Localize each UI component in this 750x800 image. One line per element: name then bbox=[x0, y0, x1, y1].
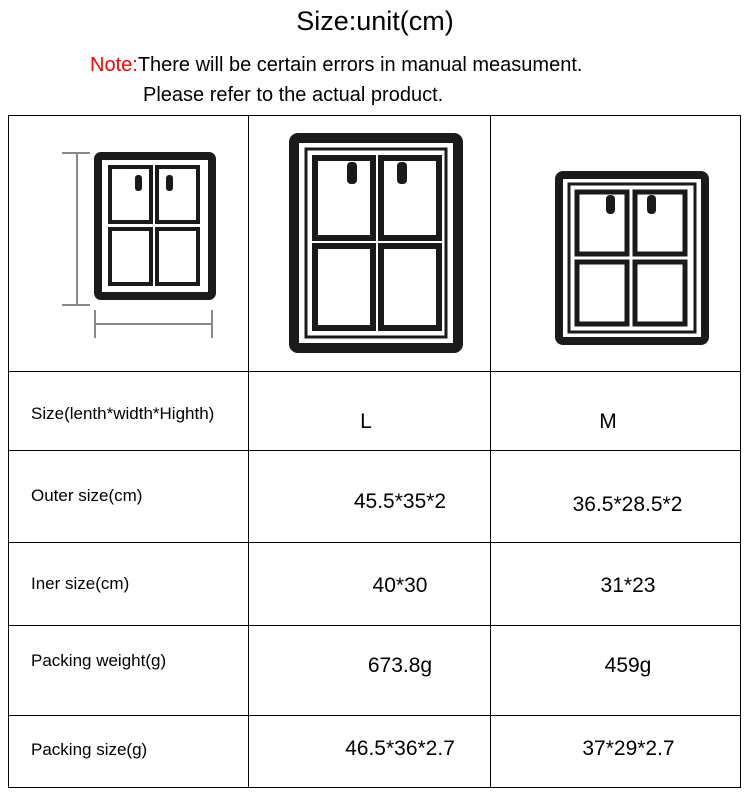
size-l-value: L bbox=[360, 410, 372, 433]
row-divider bbox=[8, 625, 741, 626]
note-line-2: Please refer to the actual product. bbox=[143, 84, 444, 106]
row-label-inner-size: Iner size(cm) bbox=[31, 574, 130, 593]
outer-size-l-value: 45.5*35*2 bbox=[353, 490, 447, 513]
table-border-top bbox=[8, 115, 741, 116]
table-border-left bbox=[8, 115, 9, 788]
table-border-bottom bbox=[8, 787, 741, 788]
inner-size-m-value: 31*23 bbox=[600, 574, 656, 597]
column-divider bbox=[248, 115, 249, 788]
packing-size-m-value: 37*29*2.7 bbox=[582, 737, 675, 760]
row-label-packing-weight: Packing weight(g) bbox=[31, 651, 167, 670]
inner-size-l-value: 40*30 bbox=[372, 574, 428, 597]
note-line-1 bbox=[90, 54, 582, 77]
row-label-packing-size: Packing size(g) bbox=[31, 740, 148, 759]
row-divider bbox=[8, 450, 741, 451]
note-label: Note: bbox=[90, 54, 138, 76]
pet-door-dimension-diagram bbox=[50, 140, 230, 350]
packing-weight-m-value: 459g bbox=[604, 654, 652, 677]
packing-weight-l-value: 673.8g bbox=[367, 654, 433, 677]
table-border-right bbox=[740, 115, 741, 788]
row-divider bbox=[8, 371, 741, 372]
size-m-value: M bbox=[599, 410, 617, 433]
pet-door-large bbox=[288, 132, 464, 354]
outer-size-m-value: 36.5*28.5*2 bbox=[572, 493, 683, 516]
row-divider bbox=[8, 542, 741, 543]
row-divider bbox=[8, 715, 741, 716]
column-divider bbox=[490, 115, 491, 788]
row-label-size: Size(lenth*width*Highth) bbox=[31, 404, 215, 423]
row-label-outer-size: Outer size(cm) bbox=[31, 486, 143, 505]
note-text: There will be certain errors in manual measument. bbox=[137, 54, 583, 76]
pet-door-medium bbox=[554, 170, 710, 346]
packing-size-l-value: 46.5*36*2.7 bbox=[345, 737, 455, 760]
page-title: Size:unit(cm) bbox=[296, 6, 454, 36]
